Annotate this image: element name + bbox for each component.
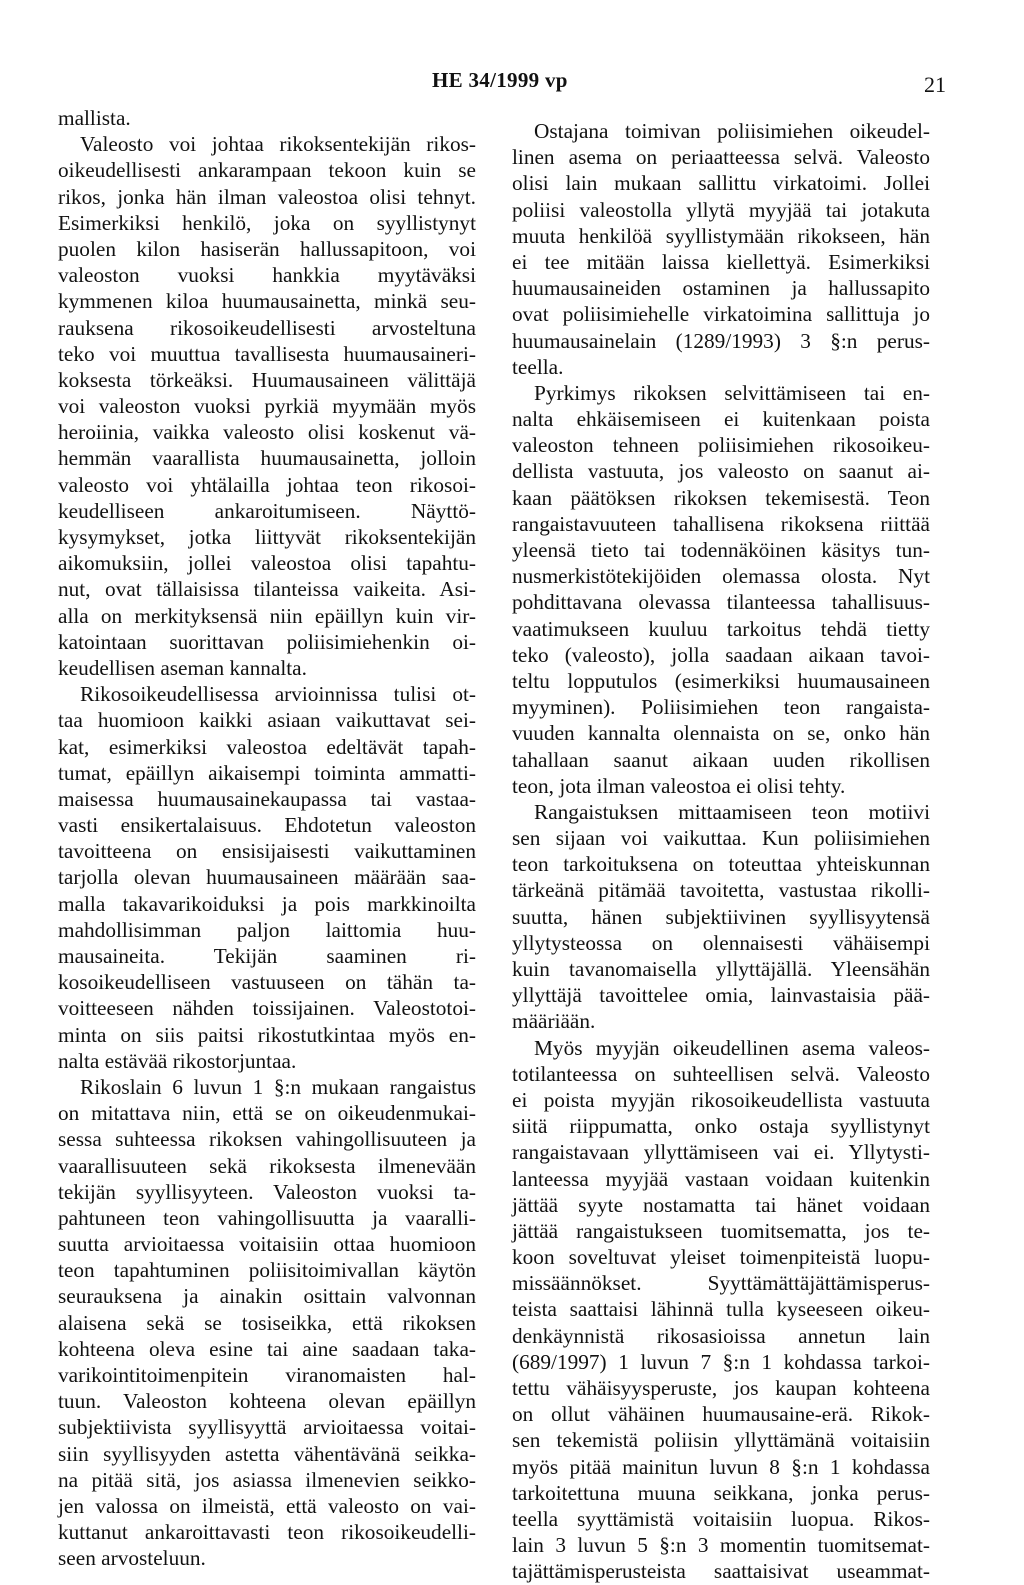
text-line: mallista. [58, 106, 131, 130]
text-line: ei poista myyjän rikosoikeudellista vastuuta [512, 1087, 930, 1112]
text-line: vaatimukseen kuuluu tarkoitus tehdä tietty [512, 616, 930, 641]
text-line: nalta ehkäisemiseen ei kuitenkaan poista [512, 407, 930, 432]
text-line: pahtuneen teon vahingollisuutta ja vaaralli- [58, 1205, 476, 1230]
text-line: subjektiivista syyllisyyttä arvioitaessa voitai- [58, 1415, 476, 1440]
text-line: rauksena rikosoikeudellisesti arvosteltuna [58, 315, 476, 340]
text-line: vasti ensikertalaisuus. Ehdotetun valeoston [58, 813, 476, 838]
text-line: heroiinia, vaikka valeosto olisi koskenut vä- [58, 420, 476, 445]
text-line: valeoston tehneen poliisimiehen rikosoikeu- [512, 433, 930, 458]
text-line: yllytysteossa on olennaisesti vähäisempi [512, 930, 930, 955]
text-line: minta on siis paitsi rikostutkintaa myös en- [58, 1022, 476, 1047]
text-line: tarjolla olevan huumausaineen määrään saa- [58, 865, 476, 890]
text-line: koon soveltuvat yleiset toimenpiteistä luopu- [512, 1245, 930, 1270]
text-line: kysymykset, jotka liittyvät rikoksentekijän [58, 525, 476, 549]
text-line: dellista vastuuta, jos valeosto on saanut ai- [512, 459, 930, 484]
text-line: olisi lain mukaan sallittu virkatoimi. Jollei [512, 171, 930, 196]
text-line: teista saattaisi lähinnä tulla kyseeseen oikeu- [512, 1297, 930, 1322]
text-line: myös pitää mainitun luvun 8 §:n 1 kohdassa [512, 1454, 930, 1479]
text-line: vaarallisuuteen sekä rikoksesta ilmenevään [58, 1153, 476, 1178]
text-line: huumausainelain (1289/1993) 3 §:n perus- [512, 328, 930, 353]
text-line: on mitattava niin, että se on oikeudenmukai- [58, 1101, 476, 1126]
text-line: vuuden kannalta olennaista on se, onko hän [512, 721, 930, 746]
document-reference: HE 34/1999 vp [432, 68, 568, 92]
text-line: suutta, hänen subjektiivinen syyllisyytensä [512, 904, 930, 929]
text-line: teon tarkoituksena on toteuttaa yhteiskunnan [512, 852, 930, 877]
text-line: rangaistavaan yllyttämiseen vai ei. Yllytysti- [512, 1140, 930, 1165]
text-line: keudelliseen ankaroitumiseen. Näyttö- [58, 498, 476, 523]
text-line: ovat poliisimiehelle virkatoimina sallittuja jo [512, 302, 930, 327]
text-line: kohteena oleva esine tai aine saadaan taka- [58, 1336, 476, 1361]
text-line: suutta arvioitaessa voitaisiin ottaa huomioon [58, 1232, 476, 1257]
text-line: kosoikeudelliseen vastuuseen on tähän ta- [58, 970, 476, 995]
text-line: mahdollisimman paljon laittomia huu- [58, 917, 476, 942]
text-line: pohdittavana olevassa tilanteessa tahallisuus- [512, 590, 930, 615]
text-line: alla on merkityksensä niin epäillyn kuin vir- [58, 603, 476, 628]
text-line: siin syyllisyyden astetta vähentävänä seikka- [58, 1441, 476, 1466]
text-line: sen tekemistä poliisin yllyttämänä voitaisiin [512, 1428, 930, 1453]
text-line: poliisi valeostolla yllytä myyjää tai jotakuta [512, 197, 930, 222]
text-line: on ollut vähäinen huumausaine-erä. Rikok- [512, 1402, 930, 1427]
text-line: muuta henkilöä syyllistymään rikokseen, hän [512, 223, 930, 248]
page-header [0, 68, 1024, 98]
text-line: kuin tavanomaisella yllyttäjällä. Yleensähän [512, 957, 930, 981]
text-line: sessa suhteessa rikoksen vahingollisuuteen ja [58, 1127, 476, 1152]
text-line: teella. [512, 354, 564, 379]
text-line: teon tapahtuminen poliisitoimivallan käytön [58, 1258, 476, 1283]
text-line: rangaistavuuteen tahallisena rikoksena riittää [512, 511, 930, 536]
text-line: teon, jota ilman valeostoa ei olisi tehty. [512, 773, 846, 798]
text-line: ei tee mitään laissa kiellettyä. Esimerkiksi [512, 249, 930, 274]
text-line: kuttanut ankaroittavasti teon rikosoikeudelli- [58, 1520, 476, 1545]
text-line: nut, ovat tällaisissa tilanteissa vaikeita. Asi- [58, 577, 476, 602]
text-line: kymmenen kiloa huumausainetta, minkä seu- [58, 289, 476, 314]
text-line: koksesta törkeäksi. Huumausaineen välittäjä [58, 367, 476, 392]
text-line: jättää rangaistukseen tuomitsematta, jos te- [512, 1218, 930, 1243]
text-line: Pyrkimys rikoksen selvittämiseen tai en- [534, 380, 930, 405]
text-line: tumat, epäillyn aikaisempi toiminta ammatti- [58, 760, 476, 785]
right-text-column [512, 118, 930, 1585]
text-line: valeosto voi yhtälailla johtaa teon rikosoi- [58, 472, 476, 497]
text-line: tahallaan saanut aikaan uuden rikollisen [512, 747, 930, 772]
text-line: katointaan suorittavan poliisimiehenkin oi- [58, 629, 476, 654]
text-line: totilanteessa on suhteellisen selvä. Valeosto [512, 1061, 930, 1086]
text-line: kaan päätöksen rikoksen tekemisestä. Teon [512, 485, 930, 510]
text-line: tärkeänä pitämää tavoitetta, vastustaa rikolli- [512, 878, 930, 903]
text-line: jättää syyte nostamatta tai hänet voidaan [512, 1192, 930, 1217]
text-line: na pitää sitä, jos asiassa ilmenevien seikko- [58, 1467, 476, 1492]
text-line: seen arvosteluun. [58, 1546, 206, 1571]
left-text-column [58, 105, 476, 1572]
text-line: teko (valeosto), jolla saadaan aikaan tavoi- [512, 642, 930, 667]
text-line: rikos, jonka hän ilman valeostoa olisi tehnyt. [58, 184, 476, 209]
text-line: linen asema on periaatteessa selvä. Valeosto [512, 145, 930, 170]
text-line: lanteessa myyjää vastaan voidaan kuitenkin [512, 1166, 930, 1191]
text-line: Ostajana toimivan poliisimiehen oikeudel- [534, 119, 930, 143]
text-line: yleensä tieto tai todennäköinen käsitys tun- [512, 538, 930, 562]
text-line: varikointitoimenpitein viranomaisten hal- [58, 1363, 476, 1387]
text-line: Esimerkiksi henkilö, joka on syyllistynyt [58, 210, 476, 235]
text-line: huumausaineiden ostaminen ja hallussapito [512, 276, 930, 301]
text-line: keudellisen aseman kannalta. [58, 655, 307, 680]
text-line: nusmerkistötekijöiden olemassa olosta. Nyt [512, 564, 930, 589]
text-line: voi valeoston vuoksi pyrkiä myymään myös [58, 394, 476, 419]
text-line: yllyttäjä tavoittelee omia, lainvastaisia pää- [512, 983, 930, 1008]
text-line: tajättämisperusteista saattaisivat useammat- [512, 1559, 930, 1584]
text-line: denkäynnistä rikosasioissa annetun lain [512, 1323, 930, 1348]
text-line: tuun. Valeoston kohteena olevan epäillyn [58, 1389, 476, 1414]
text-line: lain 3 luvun 5 §:n 3 momentin tuomitsemat- [512, 1533, 930, 1558]
text-line: sen sijaan voi vaikuttaa. Kun poliisimiehen [512, 826, 930, 851]
text-line: mausaineita. Tekijän saaminen ri- [58, 944, 476, 968]
text-line: myyminen). Poliisimiehen teon rangaista- [512, 695, 930, 720]
text-line: Valeosto voi johtaa rikoksentekijän rikos- [80, 132, 476, 157]
text-line: kat, esimerkiksi valeostoa edeltävät tapah- [58, 734, 476, 759]
text-line: määriään. [512, 1009, 596, 1034]
text-line: maisessa huumausainekaupassa tai vastaa- [58, 786, 476, 811]
text-line: seurauksena ja ainakin osittain valvonnan [58, 1284, 476, 1309]
text-line: alaisena sekä se tosiseikka, että rikoksen [58, 1310, 476, 1335]
text-line: oikeudellisesti ankarampaan tekoon kuin se [58, 158, 476, 183]
text-line: tekijän syyllisyyteen. Valeoston vuoksi ta- [58, 1179, 476, 1204]
text-line: jen valossa on ilmeistä, että valeosto on vai- [58, 1493, 476, 1518]
text-line: teko voi muuttua tavallisesta huumausaineri- [58, 341, 476, 366]
text-line: aikomuksiin, jollei valeostoa olisi tapahtu- [58, 551, 476, 576]
text-line: Rikoslain 6 luvun 1 §:n mukaan rangaistus [80, 1074, 476, 1099]
text-line: hemmän vaarallista huumausainetta, jolloin [58, 446, 476, 471]
text-line: Rangaistuksen mittaamiseen teon motiivi [534, 799, 930, 824]
text-line: (689/1997) 1 luvun 7 §:n 1 kohdassa tarkoi- [512, 1349, 930, 1374]
text-line: nalta estävää rikostorjuntaa. [58, 1048, 297, 1073]
text-line: Myös myyjän oikeudellinen asema valeos- [534, 1035, 930, 1060]
text-line: teltu lopputulos (esimerkiksi huumausaineen [512, 668, 930, 693]
text-line: missäännökset. Syyttämättäjättämisperus- [512, 1271, 930, 1296]
text-line: siitä riippumatta, onko ostaja syyllistynyt [512, 1114, 930, 1139]
text-line: voitteeseen nähden toissijainen. Valeostotoi- [58, 996, 476, 1021]
page-number: 21 [924, 72, 946, 97]
text-line: tettu vähäisyysperuste, jos kaupan kohteena [512, 1376, 930, 1400]
text-line: Rikosoikeudellisessa arvioinnissa tulisi ot- [80, 682, 476, 707]
text-line: taa huomioon kaikki asiaan vaikuttavat sei- [58, 708, 476, 733]
text-line: valeoston vuoksi hankkia myytäväksi [58, 263, 476, 288]
text-line: tarkoitettuna muuna seikkana, jonka perus- [512, 1480, 930, 1505]
text-line: tavoitteena on ensisijaisesti vaikuttaminen [58, 839, 476, 864]
text-line: malla takavarikoiduksi ja pois markkinoilta [58, 891, 476, 916]
text-line: puolen kilon hasiserän hallussapitoon, voi [58, 236, 476, 261]
text-line: teella syyttämistä voitaisiin luopua. Rikos- [512, 1506, 930, 1531]
